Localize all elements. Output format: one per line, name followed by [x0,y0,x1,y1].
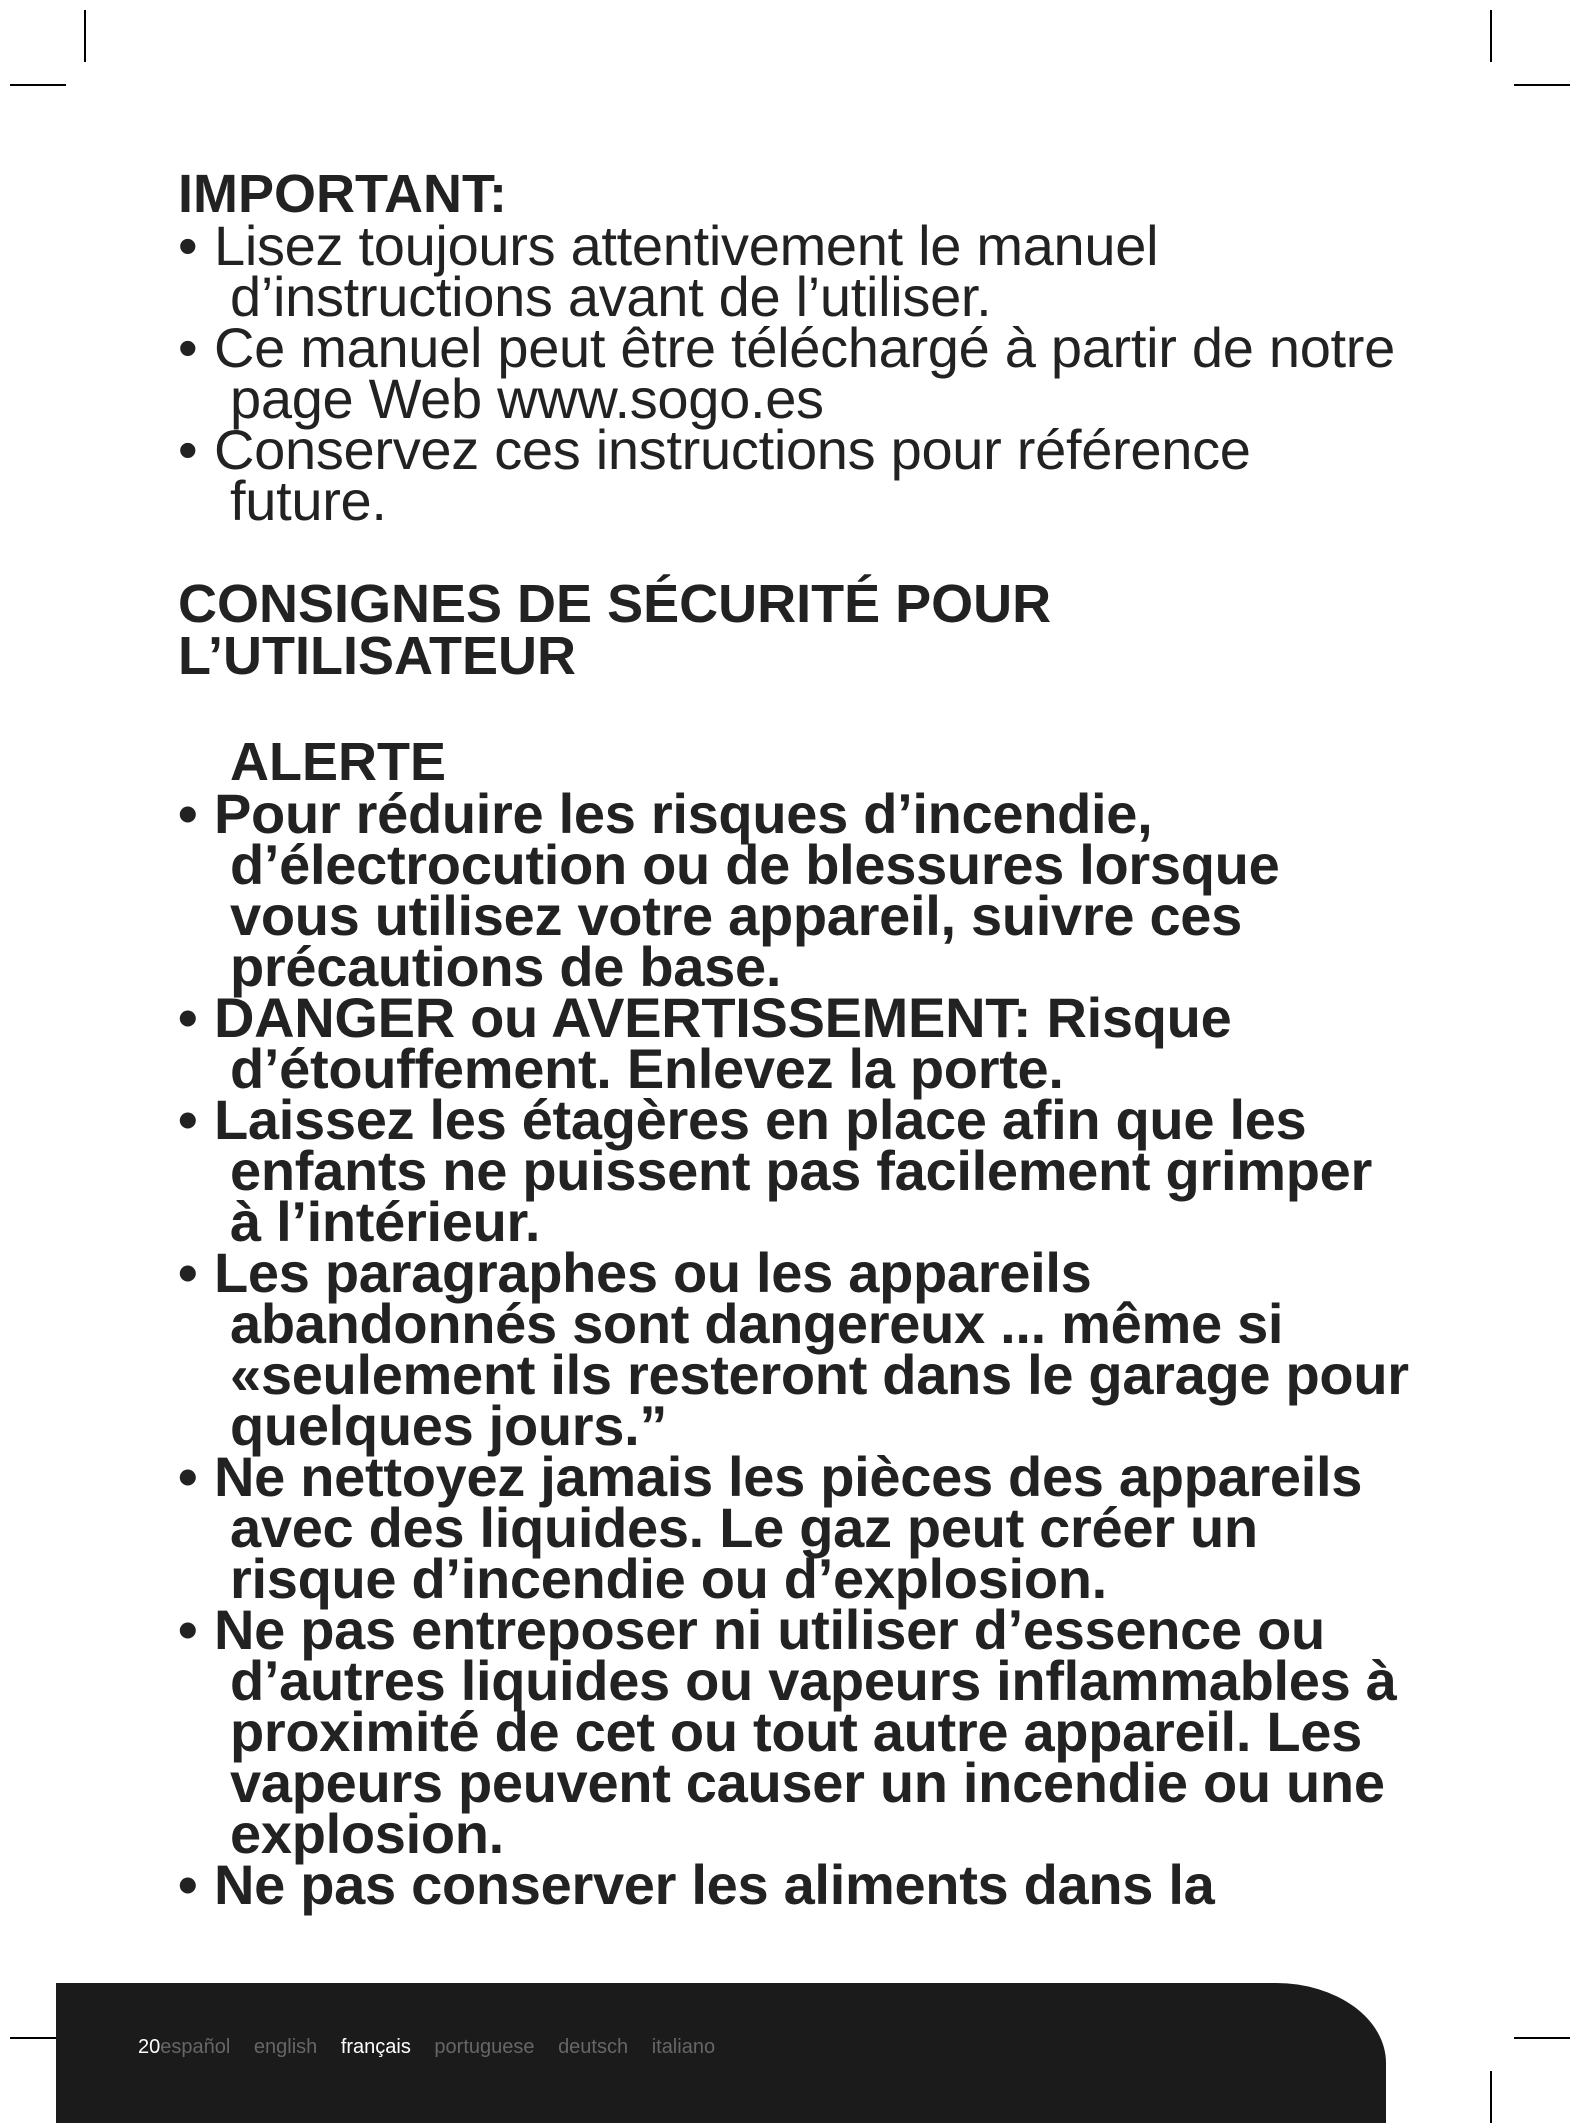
crop-mark [84,10,86,62]
language-nav [138,2036,733,2059]
safety-heading: CONSIGNES DE SÉCURITÉ POUR L’UTILISATEUR [178,574,1052,686]
crop-mark [1514,2037,1570,2039]
language-link-portuguese[interactable]: portuguese [434,2036,535,2058]
language-link-espanol[interactable]: español [160,2036,231,2058]
footer-bar [56,1983,1386,2123]
crop-mark [1490,2071,1492,2123]
page-content [178,164,1418,1916]
crop-mark [1514,84,1570,86]
list-item: • Conservez ces instructions pour référence future. [178,424,1418,526]
language-link-english[interactable]: english [253,2036,318,2058]
list-item: • DANGER ou AVERTISSEMENT: Risque d’étouffement. Enlevez la porte. [178,992,1418,1094]
list-item: • Ne pas entreposer ni utiliser d’essence ou d’autres liquides ou vapeurs inflammables à proximité de cet ou tout autre appareil. Les vapeurs peuvent causer un incendie ou une explosion. [178,1604,1418,1859]
page-number: 20 [138,2036,161,2058]
important-list [178,214,1418,532]
list-item: • Ce manuel peut être téléchargé à partir de notre page Web www.sogo.es [178,322,1418,424]
safety-list [178,782,1418,1916]
alert-label: ALERTE [230,732,446,792]
list-item: • Lisez toujours attentivement le manuel d’instructions avant de l’utiliser. [178,220,1418,322]
important-heading: IMPORTANT: [178,164,507,224]
list-item: • Les paragraphes ou les appareils abandonnés sont dangereux ... même si «seulement ils resteront dans le garage pour quelques jours.” [178,1247,1418,1451]
crop-mark [1490,10,1492,62]
language-link-italiano[interactable]: italiano [651,2036,716,2058]
list-item: • Pour réduire les risques d’incendie, d’électrocution ou de blessures lorsque vous utilisez votre appareil, suivre ces précautions de base. [178,788,1418,992]
language-link-francais[interactable]: français [340,2036,411,2058]
language-link-deutsch[interactable]: deutsch [558,2036,629,2058]
list-item: • Ne pas conserver les aliments dans la [178,1859,1418,1910]
list-item: • Laissez les étagères en place afin que les enfants ne puissent pas facilement grimper à l’intérieur. [178,1094,1418,1247]
list-item: • Ne nettoyez jamais les pièces des appareils avec des liquides. Le gaz peut créer un risque d’incendie ou d’explosion. [178,1451,1418,1604]
crop-mark [10,84,66,86]
